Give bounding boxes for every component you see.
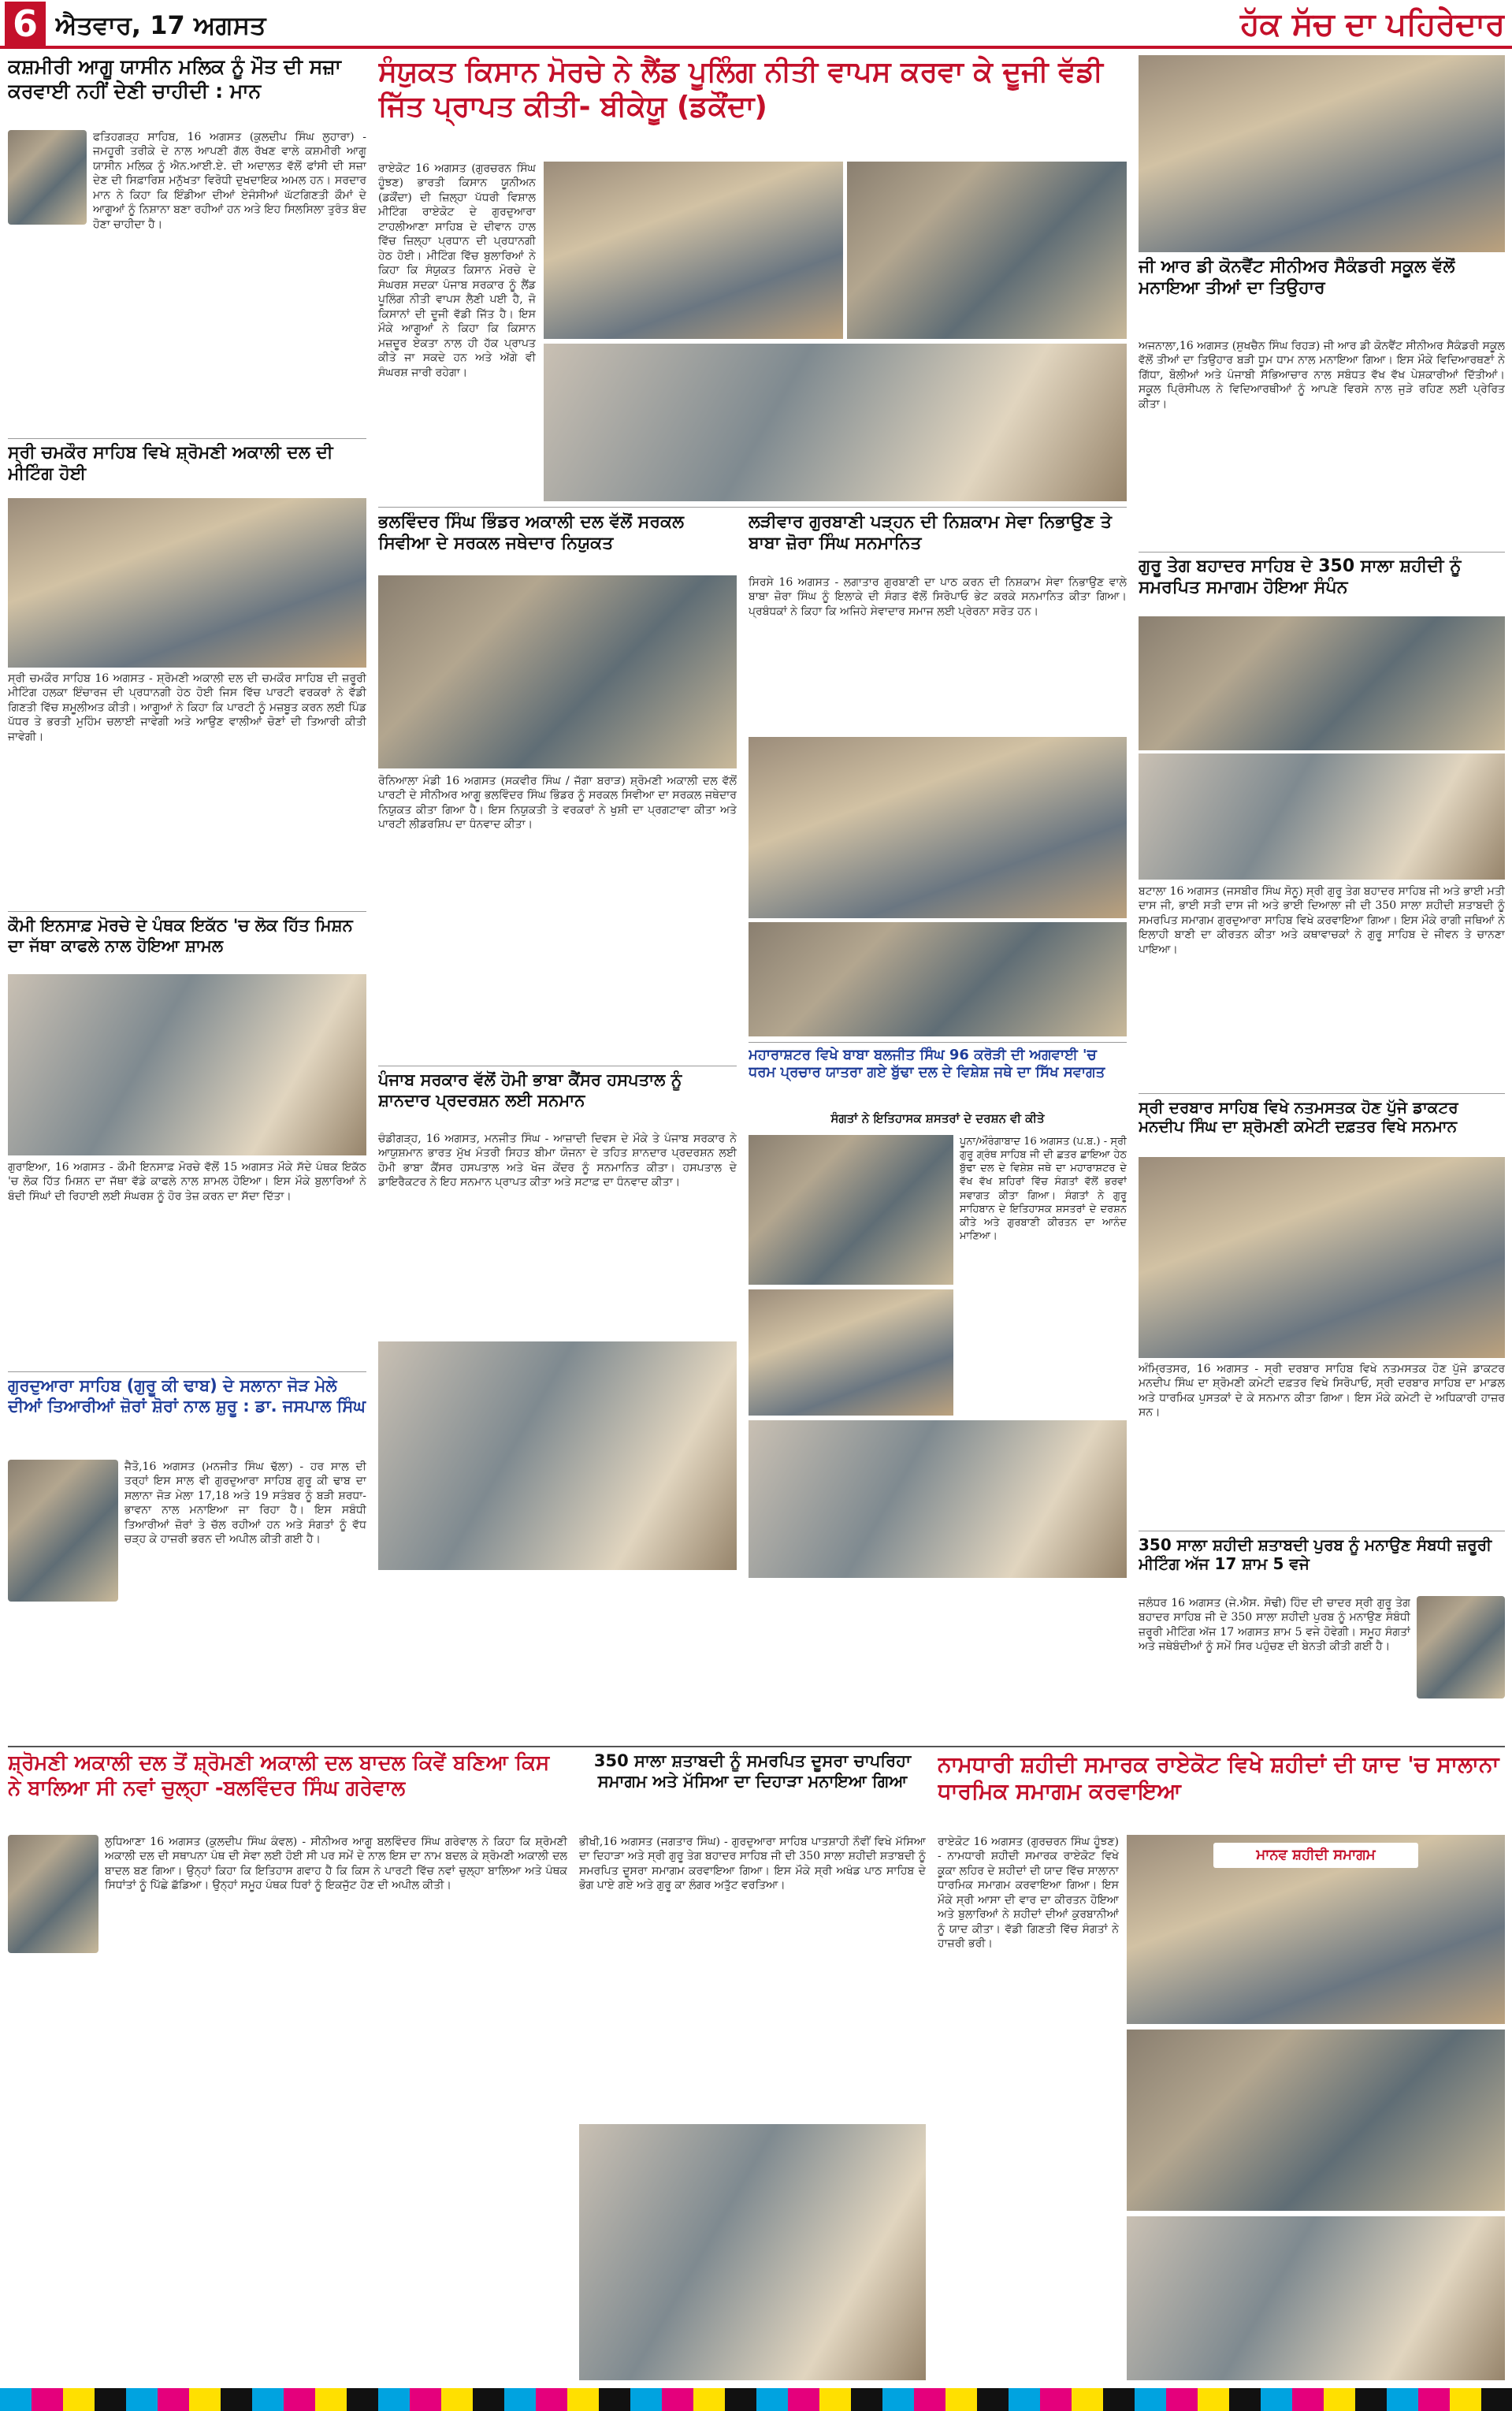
bhalwinder-photo	[378, 575, 737, 768]
darbar-headline: ਸ੍ਰੀ ਦਰਬਾਰ ਸਾਹਿਬ ਵਿਖੇ ਨਤਮਸਤਕ ਹੋਣ ਪੁੱਜੇ ਡਾਕਟਰ ਮਨਦੀਪ ਸਿੰਘ ਦਾ ਸ਼੍ਰੋਮਣੀ ਕਮੇਟੀ ਦਫ਼ਤਰ ਵਿਖੇ ਸਨਮਾਨ	[1139, 1098, 1458, 1137]
maharashtra-photo-3	[749, 1420, 1127, 1578]
maharashtra-photo-1	[749, 1135, 953, 1285]
page-number: 6	[5, 2, 46, 46]
chhapar-headline: 350 ਸਾਲਾ ਸ਼ਤਾਬਦੀ ਨੂੰ ਸਮਰਪਿਤ ਦੂਸਰਾ ਚਾਪਰਿਹਾ ਸਮਾਗਮ ਅਤੇ ਮੱਸਿਆ ਦਾ ਦਿਹਾੜਾ ਮਨਾਇਆ ਗਿਆ	[593, 1751, 912, 1791]
bhalwinder-body: ਰੋਨਿਆਲਾ ਮੰਡੀ 16 ਅਗਸਤ (ਸਕਵੀਰ ਸਿੰਘ / ਜੱਗਾ ਬਰਾੜ) ਸ਼੍ਰੋਮਣੀ ਅਕਾਲੀ ਦਲ ਵੱਲੋਂ ਪਾਰਟੀ ਦੇ ਸੀਨੀਅਰ ਆਗੂ ਭਲਵਿੰਦਰ ਸਿੰਘ ਭਿੰਡਰ ਨੂੰ ਸਰਕਲ ਸਿਵੀਆ ਦਾ ਸਰਕਲ ਜਥੇਦਾਰ ਨਿਯੁਕਤ ਕੀਤਾ ਗਿਆ ਹੈ। ਇਸ ਨਿਯੁਕਤੀ ਤੇ ਵਰਕਰਾਂ ਨੇ ਖੁਸ਼ੀ ਦਾ ਪ੍ਰਗਟਾਵਾ ਕੀਤਾ ਅਤੇ ਪਾਰਟੀ ਲੀਡਰਸ਼ਿਪ ਦਾ ਧੰਨਵਾਦ ਕੀਤਾ।	[378, 775, 737, 832]
divider	[378, 507, 1127, 508]
meeting-body: ਸ੍ਰੀ ਚਮਕੌਰ ਸਾਹਿਬ 16 ਅਗਸਤ - ਸ਼੍ਰੋਮਣੀ ਅਕਾਲੀ ਦਲ ਦੀ ਚਮਕੌਰ ਸਾਹਿਬ ਦੀ ਜ਼ਰੂਰੀ ਮੀਟਿੰਗ ਹਲਕਾ ਇੰਚਾਰਜ ਦੀ ਪ੍ਰਧਾਨਗੀ ਹੇਠ ਹੋਈ ਜਿਸ ਵਿੱਚ ਪਾਰਟੀ ਵਰਕਰਾਂ ਨੇ ਵੱਡੀ ਗਿਣਤੀ ਵਿੱਚ ਸ਼ਮੂਲੀਅਤ ਕੀਤੀ। ਆਗੂਆਂ ਨੇ ਕਿਹਾ ਕਿ ਪਾਰਟੀ ਨੂੰ ਮਜ਼ਬੂਤ ਕਰਨ ਲਈ ਪਿੰਡ ਪੱਧਰ ਤੇ ਭਰਤੀ ਮੁਹਿੰਮ ਚਲਾਈ ਜਾਵੇਗੀ ਅਤੇ ਆਉਣ ਵਾਲੀਆਂ ਚੋਣਾਂ ਦੀ ਤਿਆਰੀ ਕੀਤੀ ਜਾਵੇਗੀ।	[8, 672, 366, 743]
maharashtra-subhead: ਸੰਗਤਾਂ ਨੇ ਇਤਿਹਾਸਕ ਸ਼ਸਤਰਾਂ ਦੇ ਦਰਸ਼ਨ ਵੀ ਕੀਤੇ	[830, 1111, 1045, 1126]
maharashtra-photo-2	[749, 1289, 953, 1416]
cancer-photo	[378, 1341, 737, 1570]
qaumi-photo	[8, 974, 366, 1155]
gr-school-body: ਅਜਨਾਲਾ,16 ਅਗਸਤ (ਸੁਖਚੈਨ ਸਿੰਘ ਰਿਹੜ) ਜੀ ਆਰ ਡੀ ਕੋਨਵੈਂਟ ਸੀਨੀਅਰ ਸੈਕੰਡਰੀ ਸਕੂਲ ਵੱਲੋਂ ਤੀਆਂ ਦਾ ਤਿਉਹਾਰ ਬੜੀ ਧੂਮ ਧਾਮ ਨਾਲ ਮਨਾਇਆ ਗਿਆ। ਇਸ ਮੌਕੇ ਵਿਦਿਆਰਥਣਾਂ ਨੇ ਗਿੱਧਾ, ਬੋਲੀਆਂ ਅਤੇ ਪੰਜਾਬੀ ਸੱਭਿਆਚਾਰ ਨਾਲ ਸਬੰਧਤ ਵੱਖ ਵੱਖ ਪੇਸ਼ਕਾਰੀਆਂ ਦਿੱਤੀਆਂ। ਸਕੂਲ ਪ੍ਰਿੰਸੀਪਲ ਨੇ ਵਿਦਿਆਰਥੀਆਂ ਨੂੰ ਆਪਣੇ ਵਿਰਸੇ ਨਾਲ ਜੁੜੇ ਰਹਿਣ ਲਈ ਪ੍ਰੇਰਿਤ ਕੀਤਾ।	[1139, 340, 1505, 411]
ludhiana-headline: ਲੜੀਵਾਰ ਗੁਰਬਾਣੀ ਪੜ੍ਹਨ ਦੀ ਨਿਸ਼ਕਾਮ ਸੇਵਾ ਨਿਭਾਉਣ ਤੇ ਬਾਬਾ ਜ਼ੋਰਾ ਸਿੰਘ ਸਨਮਾਨਿਤ	[749, 512, 1112, 553]
divider	[1139, 1093, 1505, 1094]
ludhiana-photo-1	[749, 737, 1127, 918]
qaumi-headline: ਕੌਮੀ ਇਨਸਾਫ਼ ਮੋਰਚੇ ਦੇ ਪੰਥਕ ਇਕੱਠ 'ਚ ਲੋਕ ਹਿੱਤ ਮਿਸ਼ਨ ਦਾ ਜੱਥਾ ਕਾਫਲੇ ਨਾਲ ਹੋਇਆ ਸ਼ਾਮਲ	[8, 916, 353, 955]
grewal-body: ਲੁਧਿਆਣਾ 16 ਅਗਸਤ (ਕੁਲਦੀਪ ਸਿੰਘ ਕੰਵਲ) - ਸੀਨੀਅਰ ਆਗੂ ਬਲਵਿੰਦਰ ਸਿੰਘ ਗਰੇਵਾਲ ਨੇ ਕਿਹਾ ਕਿ ਸ਼੍ਰੋਮਣੀ ਅਕਾਲੀ ਦਲ ਦੀ ਸਥਾਪਨਾ ਪੰਥ ਦੀ ਸੇਵਾ ਲਈ ਹੋਈ ਸੀ ਪਰ ਸਮੇਂ ਦੇ ਨਾਲ ਇਸ ਦਾ ਨਾਮ ਬਦਲ ਕੇ ਸ਼੍ਰੋਮਣੀ ਅਕਾਲੀ ਦਲ ਬਾਦਲ ਬਣ ਗਿਆ। ਉਨ੍ਹਾਂ ਕਿਹਾ ਕਿ ਇਤਿਹਾਸ ਗਵਾਹ ਹੈ ਕਿ ਕਿਸ ਨੇ ਪਾਰਟੀ ਵਿੱਚ ਨਵਾਂ ਚੁਲ੍ਹਾ ਬਾਲਿਆ ਅਤੇ ਪੰਥਕ ਸਿਧਾਂਤਾਂ ਨੂੰ ਪਿੱਛੇ ਛੱਡਿਆ। ਉਨ੍ਹਾਂ ਸਮੂਹ ਪੰਥਕ ਧਿਰਾਂ ਨੂੰ ਇਕਜੁੱਟ ਹੋਣ ਦੀ ਅਪੀਲ ਕੀਤੀ।	[105, 1836, 567, 1892]
divider	[8, 438, 366, 439]
ludhiana-body: ਸਿਰਸੇ 16 ਅਗਸਤ - ਲਗਾਤਾਰ ਗੁਰਬਾਣੀ ਦਾ ਪਾਠ ਕਰਨ ਦੀ ਨਿਸ਼ਕਾਮ ਸੇਵਾ ਨਿਭਾਉਣ ਵਾਲੇ ਬਾਬਾ ਜ਼ੋਰਾ ਸਿੰਘ ਨੂੰ ਇਲਾਕੇ ਦੀ ਸੰਗਤ ਵੱਲੋਂ ਸਿਰੋਪਾਓ ਭੇਟ ਕਰਕੇ ਸਨਮਾਨਿਤ ਕੀਤਾ ਗਿਆ। ਪ੍ਰਬੰਧਕਾਂ ਨੇ ਕਿਹਾ ਕਿ ਅਜਿਹੇ ਸੇਵਾਦਾਰ ਸਮਾਜ ਲਈ ਪ੍ਰੇਰਨਾ ਸਰੋਤ ਹਨ।	[749, 576, 1127, 618]
shatabdi-meeting-body: ਜਲੰਧਰ 16 ਅਗਸਤ (ਜੇ.ਐਸ. ਸੋਢੀ) ਹਿੰਦ ਦੀ ਚਾਦਰ ਸ੍ਰੀ ਗੁਰੂ ਤੇਗ ਬਹਾਦਰ ਸਾਹਿਬ ਜੀ ਦੇ 350 ਸਾਲਾ ਸ਼ਹੀਦੀ ਪੁਰਬ ਨੂੰ ਮਨਾਉਣ ਸੰਬੰਧੀ ਜ਼ਰੂਰੀ ਮੀਟਿੰਗ ਅੱਜ 17 ਅਗਸਤ ਸ਼ਾਮ 5 ਵਜੇ ਹੋਵੇਗੀ। ਸਮੂਹ ਸੰਗਤਾਂ ਅਤੇ ਜਥੇਬੰਦੀਆਂ ਨੂੰ ਸਮੇਂ ਸਿਰ ਪਹੁੰਚਣ ਦੀ ਬੇਨਤੀ ਕੀਤੀ ਗਈ ਹੈ।	[1139, 1597, 1410, 1654]
chhapar-body: ਭੀਖੀ,16 ਅਗਸਤ (ਜਗਤਾਰ ਸਿੰਘ) - ਗੁਰਦੁਆਰਾ ਸਾਹਿਬ ਪਾਤਸ਼ਾਹੀ ਨੌਵੀਂ ਵਿਖੇ ਮੱਸਿਆ ਦਾ ਦਿਹਾੜਾ ਅਤੇ ਸ੍ਰੀ ਗੁਰੂ ਤੇਗ ਬਹਾਦਰ ਸਾਹਿਬ ਜੀ ਦੀ 350 ਸਾਲਾ ਸ਼ਹੀਦੀ ਸ਼ਤਾਬਦੀ ਨੂੰ ਸਮਰਪਿਤ ਦੂਸਰਾ ਸਮਾਗਮ ਕਰਵਾਇਆ ਗਿਆ। ਇਸ ਮੌਕੇ ਸ੍ਰੀ ਅਖੰਡ ਪਾਠ ਸਾਹਿਬ ਦੇ ਭੋਗ ਪਾਏ ਗਏ ਅਤੇ ਗੁਰੂ ਕਾ ਲੰਗਰ ਅਤੁੱਟ ਵਰਤਿਆ।	[579, 1836, 926, 1892]
malik-portrait	[8, 130, 87, 225]
divider	[8, 911, 366, 912]
kisan-body: ਰਾਏਕੋਟ 16 ਅਗਸਤ (ਗੁਰਚਰਨ ਸਿੰਘ ਹੂੰਝਣ) ਭਾਰਤੀ ਕਿਸਾਨ ਯੂਨੀਅਨ (ਡਕੌਂਦਾ) ਦੀ ਜ਼ਿਲ੍ਹਾ ਪੱਧਰੀ ਵਿਸ਼ਾਲ ਮੀਟਿੰਗ ਰਾਏਕੋਟ ਦੇ ਗੁਰਦੁਆਰਾ ਟਾਹਲੀਆਣਾ ਸਾਹਿਬ ਦੇ ਦੀਵਾਨ ਹਾਲ ਵਿੱਚ ਜ਼ਿਲ੍ਹਾ ਪ੍ਰਧਾਨ ਦੀ ਪ੍ਰਧਾਨਗੀ ਹੇਠ ਹੋਈ। ਮੀਟਿੰਗ ਵਿੱਚ ਬੁਲਾਰਿਆਂ ਨੇ ਕਿਹਾ ਕਿ ਸੰਯੁਕਤ ਕਿਸਾਨ ਮੋਰਚੇ ਦੇ ਸੰਘਰਸ਼ ਸਦਕਾ ਪੰਜਾਬ ਸਰਕਾਰ ਨੂੰ ਲੈਂਡ ਪੂਲਿੰਗ ਨੀਤੀ ਵਾਪਸ ਲੈਣੀ ਪਈ ਹੈ, ਜੋ ਕਿਸਾਨਾਂ ਦੀ ਦੂਜੀ ਵੱਡੀ ਜਿੱਤ ਹੈ। ਇਸ ਮੌਕੇ ਆਗੂਆਂ ਨੇ ਕਿਹਾ ਕਿ ਕਿਸਾਨ ਮਜ਼ਦੂਰ ਏਕਤਾ ਨਾਲ ਹੀ ਹੱਕ ਪ੍ਰਾਪਤ ਕੀਤੇ ਜਾ ਸਕਦੇ ਹਨ ਅਤੇ ਅੱਗੇ ਵੀ ਸੰਘਰਸ਼ ਜਾਰੀ ਰਹੇਗਾ।	[378, 162, 536, 379]
gurdwara-portrait	[8, 1460, 118, 1602]
gr-school-photo	[1139, 55, 1505, 252]
teg-bahadur-headline: ਗੁਰੂ ਤੇਗ ਬਹਾਦਰ ਸਾਹਿਬ ਦੇ 350 ਸਾਲਾ ਸ਼ਹੀਦੀ ਨੂੰ ਸਮਰਪਿਤ ਸਮਾਗਮ ਹੋਇਆ ਸੰਪੰਨ	[1139, 556, 1462, 597]
malik-headline: ਕਸ਼ਮੀਰੀ ਆਗੂ ਯਾਸੀਨ ਮਲਿਕ ਨੂੰ ਮੌਤ ਦੀ ਸਜ਼ਾ ਕਰਵਾਈ ਨਹੀਂ ਦੇਣੀ ਚਾਹੀਦੀ : ਮਾਨ	[8, 55, 341, 102]
cancer-body: ਚੰਡੀਗੜ੍ਹ, 16 ਅਗਸਤ, ਮਨਜੀਤ ਸਿੰਘ - ਆਜ਼ਾਦੀ ਦਿਵਸ ਦੇ ਮੌਕੇ ਤੇ ਪੰਜਾਬ ਸਰਕਾਰ ਨੇ ਆਯੁਸ਼ਮਾਨ ਭਾਰਤ ਮੁੱਖ ਮੰਤਰੀ ਸਿਹਤ ਬੀਮਾ ਯੋਜਨਾ ਦੇ ਤਹਿਤ ਸ਼ਾਨਦਾਰ ਪ੍ਰਦਰਸ਼ਨ ਲਈ ਹੋਮੀ ਭਾਬਾ ਕੈਂਸਰ ਹਸਪਤਾਲ ਅਤੇ ਖੋਜ ਕੇਂਦਰ ਨੂੰ ਸਨਮਾਨਿਤ ਕੀਤਾ। ਹਸਪਤਾਲ ਦੇ ਡਾਇਰੈਕਟਰ ਨੇ ਇਹ ਸਨਮਾਨ ਪ੍ਰਾਪਤ ਕੀਤਾ ਅਤੇ ਸਟਾਫ਼ ਦਾ ਧੰਨਵਾਦ ਕੀਤਾ।	[378, 1133, 737, 1189]
qaumi-body: ਗੁਰਾਇਆ, 16 ਅਗਸਤ - ਕੌਮੀ ਇਨਸਾਫ਼ ਮੋਰਚੇ ਵੱਲੋਂ 15 ਅਗਸਤ ਮੌਕੇ ਸੱਦੇ ਪੰਥਕ ਇਕੱਠ 'ਚ ਲੋਕ ਹਿੱਤ ਮਿਸ਼ਨ ਦਾ ਜੱਥਾ ਵੱਡੇ ਕਾਫਲੇ ਨਾਲ ਸ਼ਾਮਲ ਹੋਇਆ। ਇਸ ਮੌਕੇ ਬੁਲਾਰਿਆਂ ਨੇ ਬੰਦੀ ਸਿੰਘਾਂ ਦੀ ਰਿਹਾਈ ਲਈ ਸੰਘਰਸ਼ ਨੂੰ ਹੋਰ ਤੇਜ਼ ਕਰਨ ਦਾ ਸੱਦਾ ਦਿੱਤਾ।	[8, 1161, 366, 1203]
divider	[749, 1042, 1127, 1043]
namdhari-body: ਰਾਏਕੋਟ 16 ਅਗਸਤ (ਗੁਰਚਰਨ ਸਿੰਘ ਹੂੰਝਣ) - ਨਾਮਧਾਰੀ ਸ਼ਹੀਦੀ ਸਮਾਰਕ ਰਾਏਕੋਟ ਵਿਖੇ ਕੂਕਾ ਲਹਿਰ ਦੇ ਸ਼ਹੀਦਾਂ ਦੀ ਯਾਦ ਵਿੱਚ ਸਾਲਾਨਾ ਧਾਰਮਿਕ ਸਮਾਗਮ ਕਰਵਾਇਆ ਗਿਆ। ਇਸ ਮੌਕੇ ਸ੍ਰੀ ਆਸਾ ਦੀ ਵਾਰ ਦਾ ਕੀਰਤਨ ਹੋਇਆ ਅਤੇ ਬੁਲਾਰਿਆਂ ਨੇ ਸ਼ਹੀਦਾਂ ਦੀਆਂ ਕੁਰਬਾਨੀਆਂ ਨੂੰ ਯਾਦ ਕੀਤਾ। ਵੱਡੀ ਗਿਣਤੀ ਵਿੱਚ ਸੰਗਤਾਂ ਨੇ ਹਾਜ਼ਰੀ ਭਰੀ।	[938, 1836, 1119, 1951]
namdhari-photo-3	[1127, 2216, 1505, 2380]
malik-body: ਫਤਿਹਗੜ੍ਹ ਸਾਹਿਬ, 16 ਅਗਸਤ (ਕੁਲਦੀਪ ਸਿੰਘ ਲੁਹਾਰਾ) - ਜਮਹੂਰੀ ਤਰੀਕੇ ਦੇ ਨਾਲ ਆਪਣੀ ਗੱਲ ਰੱਖਣ ਵਾਲੇ ਕਸ਼ਮੀਰੀ ਆਗੂ ਯਾਸੀਨ ਮਲਿਕ ਨੂੰ ਐਨ.ਆਈ.ਏ. ਦੀ ਅਦਾਲਤ ਵੱਲੋਂ ਫਾਂਸੀ ਦੀ ਸਜ਼ਾ ਦੇਣ ਦੀ ਸਿਫ਼ਾਰਿਸ਼ ਮਨੁੱਖਤਾ ਵਿਰੋਧੀ ਦੁਖਦਾਇਕ ਅਮਲ ਹਨ। ਸਰਦਾਰ ਮਾਨ ਨੇ ਕਿਹਾ ਕਿ ਇੰਡੀਆ ਦੀਆਂ ਏਜੰਸੀਆਂ ਘੱਟਗਿਣਤੀ ਕੌਮਾਂ ਦੇ ਆਗੂਆਂ ਨੂੰ ਨਿਸ਼ਾਨਾ ਬਣਾ ਰਹੀਆਂ ਹਨ ਅਤੇ ਇਹ ਸਿਲਸਿਲਾ ਤੁਰੰਤ ਬੰਦ ਹੋਣਾ ਚਾਹੀਦਾ ਹੈ।	[93, 131, 366, 231]
divider	[8, 1371, 366, 1372]
kisan-headline: ਸੰਯੁਕਤ ਕਿਸਾਨ ਮੋਰਚੇ ਨੇ ਲੈਂਡ ਪੂਲਿੰਗ ਨੀਤੀ ਵਾਪਸ ਕਰਵਾ ਕੇ ਦੂਜੀ ਵੱਡੀ ਜਿੱਤ ਪ੍ਰਾਪਤ ਕੀਤੀ- ਬੀਕੇਯੂ (ਡਕੌਂਦਾ)	[378, 56, 1103, 123]
darbar-body: ਅੰਮ੍ਰਿਤਸਰ, 16 ਅਗਸਤ - ਸ੍ਰੀ ਦਰਬਾਰ ਸਾਹਿਬ ਵਿਖੇ ਨਤਮਸਤਕ ਹੋਣ ਪੁੱਜੇ ਡਾਕਟਰ ਮਨਦੀਪ ਸਿੰਘ ਦਾ ਸ਼੍ਰੋਮਣੀ ਕਮੇਟੀ ਦਫ਼ਤਰ ਵਿਖੇ ਸਿਰੋਪਾਓ, ਸ੍ਰੀ ਦਰਬਾਰ ਸਾਹਿਬ ਦਾ ਮਾਡਲ ਅਤੇ ਧਾਰਮਿਕ ਪੁਸਤਕਾਂ ਦੇ ਕੇ ਸਨਮਾਨ ਕੀਤਾ ਗਿਆ। ਇਸ ਮੌਕੇ ਕਮੇਟੀ ਦੇ ਅਧਿਕਾਰੀ ਹਾਜ਼ਰ ਸਨ।	[1139, 1363, 1505, 1419]
kisan-photo-1	[544, 162, 843, 339]
grewal-headline: ਸ਼੍ਰੋਮਣੀ ਅਕਾਲੀ ਦਲ ਤੋਂ ਸ਼੍ਰੋਮਣੀ ਅਕਾਲੀ ਦਲ ਬਾਦਲ ਕਿਵੇਂ ਬਣਿਆ ਕਿਸ ਨੇ ਬਾਲਿਆ ਸੀ ਨਵਾਂ ਚੁਲ੍ਹਾ -ਬਲਵਿੰਦਰ ਸਿੰਘ ਗਰੇਵਾਲ	[8, 1751, 550, 1800]
bhalwinder-headline: ਭਲਵਿੰਦਰ ਸਿੰਘ ਭਿੰਡਰ ਅਕਾਲੀ ਦਲ ਵੱਲੋਂ ਸਰਕਲ ਸਿਵੀਆ ਦੇ ਸਰਕਲ ਜਥੇਦਾਰ ਨਿਯੁਕਤ	[378, 512, 684, 553]
grewal-portrait	[8, 1835, 98, 1953]
chhapar-photo	[579, 2124, 926, 2380]
maharashtra-body: ਪੂਨਾ/ਔਰੰਗਾਬਾਦ 16 ਅਗਸਤ (ਪ.ਬ.) - ਸ੍ਰੀ ਗੁਰੂ ਗ੍ਰੰਥ ਸਾਹਿਬ ਜੀ ਦੀ ਛਤਰ ਛਾਇਆ ਹੇਠ ਬੁੱਢਾ ਦਲ ਦੇ ਵਿਸ਼ੇਸ਼ ਜਥੇ ਦਾ ਮਹਾਰਾਸ਼ਟਰ ਦੇ ਵੱਖ ਵੱਖ ਸ਼ਹਿਰਾਂ ਵਿੱਚ ਸੰਗਤਾਂ ਵੱਲੋਂ ਭਰਵਾਂ ਸਵਾਗਤ ਕੀਤਾ ਗਿਆ। ਸੰਗਤਾਂ ਨੇ ਗੁਰੂ ਸਾਹਿਬਾਨ ਦੇ ਇਤਿਹਾਸਕ ਸ਼ਸਤਰਾਂ ਦੇ ਦਰਸ਼ਨ ਕੀਤੇ ਅਤੇ ਗੁਰਬਾਣੀ ਕੀਰਤਨ ਦਾ ਆਨੰਦ ਮਾਣਿਆ।	[960, 1136, 1127, 1243]
ludhiana-photo-2	[749, 922, 1127, 1036]
gurdwara-body: ਜੈਤੋ,16 ਅਗਸਤ (ਮਨਜੀਤ ਸਿੰਘ ਢੱਲਾ) - ਹਰ ਸਾਲ ਦੀ ਤਰ੍ਹਾਂ ਇਸ ਸਾਲ ਵੀ ਗੁਰਦੁਆਰਾ ਸਾਹਿਬ ਗੁਰੂ ਕੀ ਢਾਬ ਦਾ ਸਲਾਨਾ ਜੋੜ ਮੇਲਾ 17,18 ਅਤੇ 19 ਸਤੰਬਰ ਨੂੰ ਬੜੀ ਸ਼ਰਧਾ-ਭਾਵਨਾ ਨਾਲ ਮਨਾਇਆ ਜਾ ਰਿਹਾ ਹੈ। ਇਸ ਸਬੰਧੀ ਤਿਆਰੀਆਂ ਜ਼ੋਰਾਂ ਤੇ ਚੱਲ ਰਹੀਆਂ ਹਨ ਅਤੇ ਸੰਗਤਾਂ ਨੂੰ ਵੱਧ ਚੜ੍ਹ ਕੇ ਹਾਜ਼ਰੀ ਭਰਨ ਦੀ ਅਪੀਲ ਕੀਤੀ ਗਈ ਹੈ।	[124, 1460, 366, 1546]
newspaper-logo: ਹੱਕ ਸੱਚ ਦਾ ਪਹਿਰੇਦਾਰ	[1240, 6, 1505, 43]
namdhari-banner: ਮਾਨਵ ਸ਼ਹੀਦੀ ਸਮਾਗਮ	[1213, 1843, 1418, 1868]
issue-date: ਐਤਵਾਰ, 17 ਅਗਸਤ	[55, 10, 266, 40]
meeting-photo	[8, 498, 366, 668]
teg-bahadur-photo-1	[1139, 616, 1505, 750]
maharashtra-headline: ਮਹਾਰਾਸ਼ਟਰ ਵਿਖੇ ਬਾਬਾ ਬਲਜੀਤ ਸਿੰਘ 96 ਕਰੋੜੀ ਦੀ ਅਗਵਾਈ 'ਚ ਧਰਮ ਪ੍ਰਚਾਰ ਯਾਤਰਾ ਗਏ ਬੁੱਢਾ ਦਲ ਦੇ ਵਿਸ਼ੇਸ਼ ਜਥੇ ਦਾ ਸਿੱਖ ਸਵਾਗਤ	[749, 1047, 1105, 1081]
namdhari-headline: ਨਾਮਧਾਰੀ ਸ਼ਹੀਦੀ ਸਮਾਰਕ ਰਾਏਕੋਟ ਵਿਖੇ ਸ਼ਹੀਦਾਂ ਦੀ ਯਾਦ 'ਚ ਸਾਲਾਨਾ ਧਾਰਮਿਕ ਸਮਾਗਮ ਕਰਵਾਇਆ	[938, 1751, 1499, 1805]
gr-school-headline: ਜੀ ਆਰ ਡੀ ਕੋਨਵੈਂਟ ਸੀਨੀਅਰ ਸੈਕੰਡਰੀ ਸਕੂਲ ਵੱਲੋਂ ਮਨਾਇਆ ਤੀਆਂ ਦਾ ਤਿਉਹਾਰ	[1139, 257, 1455, 298]
bottom-divider	[8, 1746, 1505, 1747]
kisan-photo-2	[847, 162, 1127, 339]
cancer-headline: ਪੰਜਾਬ ਸਰਕਾਰ ਵੱਲੋਂ ਹੋਮੀ ਭਾਬਾ ਕੈਂਸਰ ਹਸਪਤਾਲ ਨੂੰ ਸ਼ਾਨਦਾਰ ਪ੍ਰਦਰਸ਼ਨ ਲਈ ਸਨਮਾਨ	[378, 1070, 682, 1110]
divider	[1139, 552, 1505, 553]
darbar-photo	[1139, 1157, 1505, 1358]
gurdwara-headline: ਗੁਰਦੁਆਰਾ ਸਾਹਿਬ (ਗੁਰੂ ਕੀ ਢਾਬ) ਦੇ ਸਲਾਨਾ ਜੋੜ ਮੇਲੇ ਦੀਆਂ ਤਿਆਰੀਆਂ ਜ਼ੋਰਾਂ ਸ਼ੋਰਾਂ ਨਾਲ ਸ਼ੁਰੂ : ਡਾ. ਜਸਪਾਲ ਸਿੰਘ	[8, 1376, 366, 1416]
color-registration-bar	[0, 2388, 1512, 2411]
kisan-photo-3	[544, 344, 1127, 501]
meeting-headline: ਸ੍ਰੀ ਚਮਕੌਰ ਸਾਹਿਬ ਵਿਖੇ ਸ਼੍ਰੋਮਣੀ ਅਕਾਲੀ ਦਲ ਦੀ ਮੀਟਿੰਗ ਹੋਈ	[8, 443, 333, 484]
namdhari-photo-2	[1127, 2030, 1505, 2211]
teg-bahadur-body: ਬਟਾਲਾ 16 ਅਗਸਤ (ਜਸਬੀਰ ਸਿੰਘ ਸੋਨੂ) ਸ੍ਰੀ ਗੁਰੂ ਤੇਗ ਬਹਾਦਰ ਸਾਹਿਬ ਜੀ ਅਤੇ ਭਾਈ ਮਤੀ ਦਾਸ ਜੀ, ਭਾਈ ਸਤੀ ਦਾਸ ਜੀ ਅਤੇ ਭਾਈ ਦਿਆਲਾ ਜੀ ਦੀ 350 ਸਾਲਾ ਸ਼ਹੀਦੀ ਸ਼ਤਾਬਦੀ ਨੂੰ ਸਮਰਪਿਤ ਸਮਾਗਮ ਗੁਰਦੁਆਰਾ ਸਾਹਿਬ ਵਿਖੇ ਕਰਵਾਇਆ ਗਿਆ। ਇਸ ਮੌਕੇ ਰਾਗੀ ਜਥਿਆਂ ਨੇ ਇਲਾਹੀ ਬਾਣੀ ਦਾ ਕੀਰਤਨ ਕੀਤਾ ਅਤੇ ਕਥਾਵਾਚਕਾਂ ਨੇ ਗੁਰੂ ਸਾਹਿਬ ਦੇ ਜੀਵਨ ਤੇ ਚਾਨਣਾ ਪਾਇਆ।	[1139, 885, 1505, 956]
teg-bahadur-photo-2	[1139, 753, 1505, 880]
shatabdi-meeting-portrait	[1417, 1596, 1505, 1698]
shatabdi-meeting-headline: 350 ਸਾਲਾ ਸ਼ਹੀਦੀ ਸ਼ਤਾਬਦੀ ਪੁਰਬ ਨੂੰ ਮਨਾਉਣ ਸੰਬਧੀ ਜ਼ਰੂਰੀ ਮੀਟਿੰਗ ਅੱਜ 17 ਸ਼ਾਮ 5 ਵਜੇ	[1139, 1535, 1492, 1574]
